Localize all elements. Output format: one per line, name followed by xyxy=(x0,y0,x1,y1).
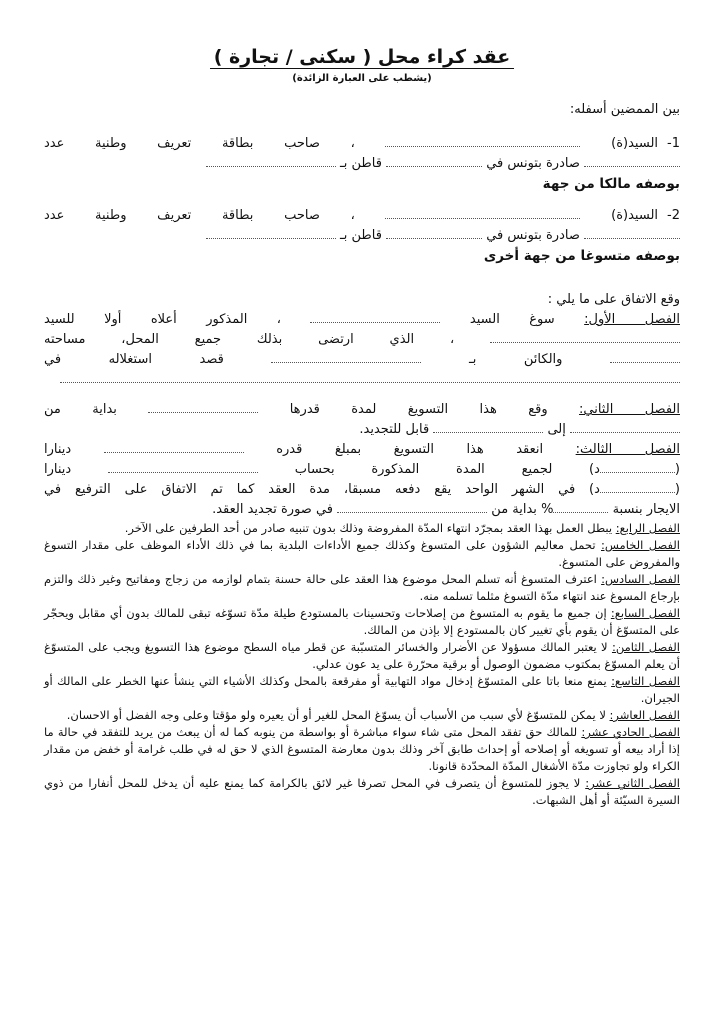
chapter1-line2 xyxy=(44,330,680,350)
chapter3-from-blank xyxy=(337,502,487,513)
party2-issued-label: صادرة بتونس في xyxy=(486,228,580,243)
party2-id-label: صاحب بطاقة تعريف وطنية عدد xyxy=(44,208,320,223)
clauses-list xyxy=(44,520,680,809)
chapter4-text: يبطل العمل بهذا العقد بمجرّد انتهاء المدّة المفروضة وذلك بدون تنبيه صادر من أحد الطرفين على الآخر. xyxy=(124,521,616,535)
chapter1-area-blank xyxy=(610,352,680,363)
chapter8-clause xyxy=(44,639,680,673)
chapter6-clause xyxy=(44,571,680,605)
chapter1-purpose-blank xyxy=(60,372,680,383)
document-subtitle: (يشطب على العبارة الزائدة) xyxy=(292,73,432,84)
chapter4-title: الفصل الرابع: xyxy=(615,521,680,535)
chapter12-title: الفصل الثاني عشر: xyxy=(585,776,680,790)
chapter1-location-blank xyxy=(271,352,421,363)
chapter11-title: الفصل الحادي عشر: xyxy=(581,725,680,739)
chapter3-line2 xyxy=(44,460,680,480)
chapter3-rate-label: الايجار بنسبة xyxy=(612,502,680,517)
chapter1-line3 xyxy=(44,350,680,370)
chapter5-title: الفصل الخامس: xyxy=(601,538,680,552)
chapter2-start-blank xyxy=(570,422,680,433)
agreement-line: وقع الاتفاق على ما يلي : xyxy=(547,292,680,307)
chapter1-purpose-label: قصد استغلاله في xyxy=(44,352,224,367)
chapter2-duration-label: وقع هذا التسويغ لمدة قدرها xyxy=(289,402,548,417)
chapter3-line4 xyxy=(44,500,680,520)
chapter7-text: إن جميع ما يقوم به المتسوغ من إصلاحات وتحسينات بالمستودع طيلة مدّة تسوّغه تبقى للمالك بدون أي مقابل ويحجّر على المتسوّغ أن يقوم بأي تغيير كان بالمستودع إلا بإذن من المالك. xyxy=(44,606,680,637)
chapter1-line1 xyxy=(44,310,680,330)
party1-line1 xyxy=(44,134,680,154)
chapter2-title: الفصل الثاني: xyxy=(579,402,680,417)
chapter3-title: الفصل الثالث: xyxy=(575,442,680,457)
chapter2-duration-blank xyxy=(148,402,258,413)
chapter10-text: لا يمكن للمتسوّغ لأي سبب من الأسباب أن يسوّغ المحل للغير أو أن يعيره ولو مؤقتا وعلى وجه الفضل أو الاحسان. xyxy=(66,708,610,722)
chapter1-located-label: والكائن بـ xyxy=(468,352,563,367)
chapter10-title: الفصل العاشر: xyxy=(609,708,680,722)
chapter5-clause xyxy=(44,537,680,571)
party2-role: بوصفه متسوغا من جهة أخرى xyxy=(483,248,680,264)
chapter7-clause xyxy=(44,605,680,639)
chapter3-renewal-label: في صورة تجديد العقد. xyxy=(212,502,334,517)
party2-mister-label: السيد(ة) xyxy=(611,208,659,223)
chapter2-to-label: إلى xyxy=(547,422,566,437)
chapter3-rate-blank xyxy=(553,502,608,513)
chapter11-clause xyxy=(44,724,680,775)
party1-issued-blank xyxy=(386,156,482,167)
chapter2-end-blank xyxy=(433,422,543,433)
party2-line2 xyxy=(44,226,680,246)
chapter2-start-label: بداية من xyxy=(44,402,117,417)
chapter1-lessee-blank xyxy=(490,332,680,343)
chapter3-dinar-label-2: دينارا xyxy=(44,462,72,477)
chapter1-title: الفصل الأول: xyxy=(584,312,680,327)
party2-name-blank xyxy=(385,208,580,219)
party2-id-blank xyxy=(584,228,680,239)
party1-id-blank xyxy=(584,156,680,167)
chapter3-dinar-label: دينارا xyxy=(44,442,72,457)
chapter3-paren-open: ( xyxy=(674,462,680,477)
chapter6-text: اعترف المتسوغ أنه تسلم المحل موضوع هذا العقد على حالة حسنة بتمام لوازمه من زجاج ومفاتيح وغير ذلك والتزم بإرجاع المسوغ عند انتهاء مدّة التسوغ مثلما تسلمه منه. xyxy=(44,572,680,603)
chapter2-renewable-label: قابل للتجديد. xyxy=(359,422,430,437)
party1-address-blank xyxy=(206,156,336,167)
party2-address-blank xyxy=(206,228,336,239)
chapter3-words-blank-2 xyxy=(600,482,675,493)
chapter3-paren-open-2: ( xyxy=(674,482,680,497)
party1-comma: ، xyxy=(350,136,355,151)
chapter12-clause xyxy=(44,775,680,809)
chapter3-line3 xyxy=(44,480,680,500)
party1-resides-label: قاطن بـ xyxy=(339,156,382,171)
chapter6-title: الفصل السادس: xyxy=(601,572,680,586)
chapter9-title: الفصل التاسع: xyxy=(611,674,680,688)
chapter12-text: لا يجوز للمتسوغ أن يتصرف في المحل تصرفا غير لائق بالكرامة كما يمنع عليه أن يدخل للمحل أنفارا من ذوي السيرة السيّئة أو أهل الشبهات. xyxy=(44,776,680,807)
chapter2-line1 xyxy=(44,400,680,420)
chapter4-clause xyxy=(44,520,680,537)
document-title: عقد كراء محل ( سكنى / تجارة ) xyxy=(44,44,680,70)
chapter3-advance-text: د) في الشهر الواحد يقع دفعه مسبقا، مدة العقد كما تم الاتفاق على الترفيع في xyxy=(44,482,600,497)
chapter7-title: الفصل السابع: xyxy=(610,606,680,620)
party1-id-label: صاحب بطاقة تعريف وطنية عدد xyxy=(44,136,320,151)
party1-issued-label: صادرة بتونس في xyxy=(486,156,580,171)
chapter1-text-c: ، الذي ارتضى بذلك جميع المحل، مساحته xyxy=(44,332,455,347)
intro-line: بين الممضين أسفله: xyxy=(569,102,680,117)
chapter1-lessor-blank xyxy=(310,312,440,323)
chapter8-text: لا يعتبر المالك مسؤولا عن الأضرار والخسائر المتسبّبة عن قطر مياه السطح موضوع هذا التسويغ ويجب على المتسوّغ أن يعلم المسوّغ بمكتوب مضمون الوصول أو برقية محرّرة على يد عون عدلي. xyxy=(44,640,680,671)
chapter8-title: الفصل الثامن: xyxy=(611,640,680,654)
party2-number: 2- xyxy=(667,208,680,223)
chapter3-amount-label: انعقد هذا التسويغ بمبلغ قدره xyxy=(276,442,544,457)
party1-line2 xyxy=(44,154,680,174)
chapter1-line4 xyxy=(44,370,680,390)
chapter10-clause xyxy=(44,707,680,724)
chapter3-amount-blank xyxy=(104,442,244,453)
chapter3-monthly-blank xyxy=(108,462,258,473)
chapter2-line2 xyxy=(44,420,680,440)
party2-resides-label: قاطن بـ xyxy=(339,228,382,243)
chapter1-text-a: سوغ السيد xyxy=(469,312,555,327)
chapter3-from-label: % بداية من xyxy=(491,502,554,517)
chapter1-text-b: ، المذكور أعلاه أولا للسيد xyxy=(44,312,281,327)
chapter9-clause xyxy=(44,673,680,707)
chapter9-text: يمنع منعا باتا على المتسوّغ إدخال مواد التهابية أو مفرقعة بالمحل وكذلك الأشياء التي ينشأ عنها الخطر على المالك أو الجيران. xyxy=(44,674,680,705)
chapter5-text: تحمل معاليم الشؤون على المتسوغ وكذلك جميع الأداءات البلدية بما في ذلك الأداء الموظف على مقدار التسوغ والمفروض على المتسوغ. xyxy=(44,538,680,569)
party1-name-blank xyxy=(385,136,580,147)
chapter11-text: للمالك حق تفقد المحل متى شاء سواء مباشرة أو بواسطة من ينوبه كما له أن يبعث من يريد للتفقد في حالة ما إذا أراد بيعه أو تسويغه أو إصلاحه أو إحداث طابق آخر وذلك بدون معارضة المتسوغ الذي لا حق له في طلب غرامة أو خفض من مقدار الكراء ولو تجاوزت مدّة الأشغال المدّة المحدّدة قانونا. xyxy=(44,725,680,773)
chapter3-line1 xyxy=(44,440,680,460)
party1-role: بوصفه مالكا من جهة xyxy=(542,176,680,192)
chapter3-words-blank xyxy=(600,462,675,473)
party2-issued-blank xyxy=(386,228,482,239)
party1-number: 1- xyxy=(667,136,680,151)
party2-comma: ، xyxy=(350,208,355,223)
chapter3-monthly-label: د) لجميع المدة المذكورة بحساب xyxy=(294,462,600,477)
party2-line1 xyxy=(44,206,680,226)
party1-mister-label: السيد(ة) xyxy=(611,136,659,151)
